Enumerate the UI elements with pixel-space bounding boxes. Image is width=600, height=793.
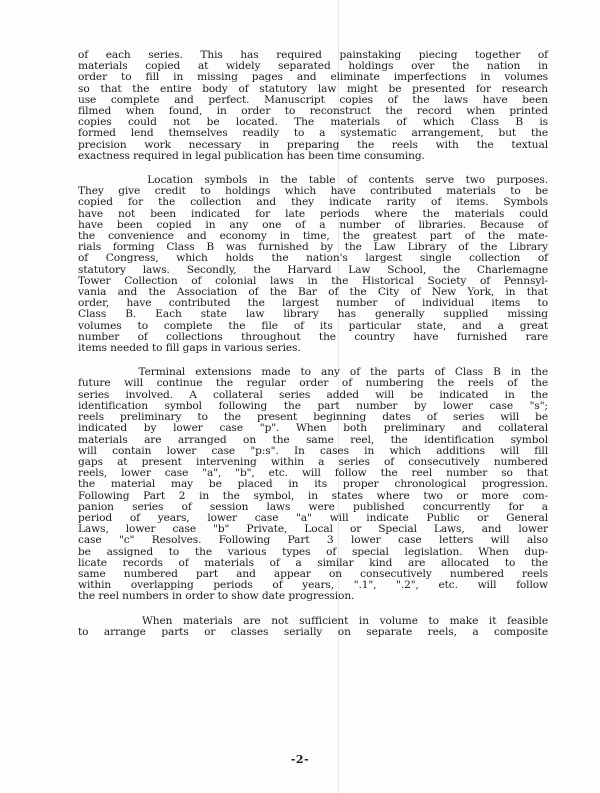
text-line: panion series of session laws were published concurrently for a [78,500,548,513]
text-line: volumes to complete the file of its particular state, and a great [78,319,548,332]
paragraph-2 [78,175,548,354]
text-line: rials forming Class B was furnished by the Law Library of the Library [78,241,548,254]
text-line: They give credit to holdings which have contributed materials to be [78,185,548,198]
text-line: materials are arranged on the same reel, the identification symbol [78,433,548,446]
text-line: copied for the collection and they indicate rarity of items. Symbols [78,196,548,209]
text-line: the reel numbers in order to show date progression. [78,590,355,603]
text-line: vania and the Association of the Bar of the City of New York, in that [78,286,548,299]
text-line: materials copied at widely separated holdings over the nation in [78,60,548,73]
text-line: copies could not be located. The materials of which Class B is [78,116,548,129]
text-line: the material may be placed in its proper chronological progression. [78,478,548,491]
text-line: items needed to fill gaps in various series. [78,342,301,355]
paragraph-3 [78,367,548,602]
text-line: same numbered part and appear on consecutively numbered reels [78,567,548,580]
text-line: future will continue the regular order of numbering the reels of the [78,377,548,390]
text-line: indicated by lower case "p". When both preliminary and collateral [78,422,548,435]
text-line: Location symbols in the table of contents serve two purposes. [78,174,548,187]
text-line: precision work necessary in preparing the reels with the textual [78,138,548,151]
text-line: number of collections throughout the country have furnished rare [78,330,548,343]
text-line: be assigned to the various types of special legislation. When dup- [78,545,548,558]
text-line: Terminal extensions made to any of the parts of Class B in the [78,366,548,379]
text-line: within overlapping periods of years, ".1", ".2", etc. will follow [78,579,548,592]
page-number: -2- [290,753,310,766]
text-line: order to fill in missing pages and eliminate imperfections in volumes [78,71,548,84]
text-line: identification symbol following the part number by lower case "s"; [78,399,548,412]
paragraph-4 [78,616,548,638]
text-line: order, have contributed the largest number of individual items to [78,297,548,310]
text-line: gaps at present intervening within a series of consecutively numbered [78,455,548,468]
text-line: have not been indicated for late periods where the materials could [78,207,548,220]
text-line: reels preliminary to the present beginning dates of series will be [78,411,548,424]
text-line: of each series. This has required painstaking piecing together of [78,49,548,61]
text-line: licate records of materials of a similar kind are allocated to the [78,556,548,569]
text-line: exactness required in legal publication has been time consuming. [78,149,425,162]
text-line: have been copied in any one of a number of libraries. Because of [78,218,548,231]
text-line: filmed when found, in order to reconstruct the record when printed [78,105,548,118]
paragraph-1 [78,50,548,162]
text-line: so that the entire body of statutory law might be presented for research [78,82,548,95]
text-line: Following Part 2 in the symbol, in states where two or more com- [78,489,548,502]
text-line: formed lend themselves readily to a systematic arrangement, but the [78,127,548,140]
paragraph-gap [78,603,548,616]
text-line: When materials are not sufficient in volume to make it feasible [78,614,548,627]
text-line: will contain lower case "p:s". In cases in which additions will fill [78,444,548,457]
text-line: Tower Collection of colonial laws in the Historical Society of Pennsyl- [78,274,548,287]
text-line: series involved. A collateral series added will be indicated in the [78,388,548,401]
body-text [78,50,548,638]
text-line: to arrange parts or classes serially on separate reels, a composite [78,625,548,638]
text-line: Laws, lower case "b" Private, Local or Special Laws, and lower [78,523,548,536]
text-line: Class B. Each state law library has generally supplied missing [78,308,548,321]
text-line: period of years, lower case "a" will indicate Public or General [78,511,548,524]
text-line: reels, lower case "a", "b", etc. will follow the reel number so that [78,467,548,480]
text-line: the convenience and economy in time, the greatest part of the mate- [78,230,548,243]
text-line: statutory laws. Secondly, the Harvard Law School, the Charlemagne [78,263,548,276]
text-line: of Congress, which holds the nation's largest single collection of [78,252,548,265]
text-line: case "c" Resolves. Following Part 3 lower case letters will also [78,534,548,547]
text-line: use complete and perfect. Manuscript copies of the laws have been [78,93,548,106]
